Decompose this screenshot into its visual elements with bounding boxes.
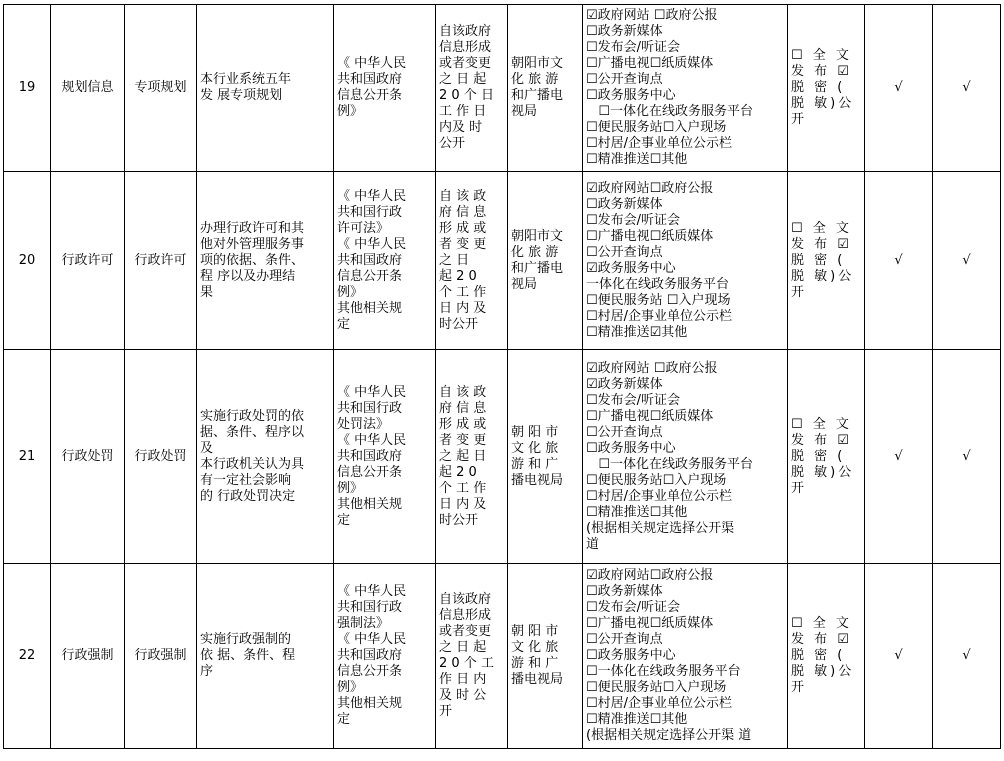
- row-number: [4, 5, 51, 172]
- basis-cell: [334, 5, 436, 172]
- channel-option-line: ☑政府网站☐政府公报: [586, 180, 714, 196]
- text-line: 播电视局: [511, 472, 564, 488]
- disclosure-table: [3, 4, 1001, 749]
- text-line: 游 和 广: [511, 456, 559, 472]
- channel-option-line: ☑政府网站☐政府公报: [586, 568, 714, 583]
- text-line: ☐ 全 文: [791, 416, 852, 432]
- category-cell: [51, 350, 125, 564]
- row-number-text: 20: [18, 252, 36, 268]
- subcategory-text: 行政处罚: [134, 448, 187, 464]
- table-body: [4, 5, 1001, 749]
- channel-option-line: ☐政务新媒体: [586, 24, 663, 39]
- text-line: 实施行政处罚的依: [200, 408, 305, 424]
- text-line: 本行政机关认为具: [200, 456, 305, 472]
- text-line: ☐ 全 文: [791, 220, 852, 236]
- text-line: 自该政府: [439, 24, 492, 39]
- checkmark-cell: [865, 350, 933, 564]
- channel-option-line: ☐广播电视☐纸质媒体: [586, 616, 714, 631]
- time-limit-cell: [436, 5, 508, 172]
- checkmark-cell: [933, 5, 1001, 172]
- channels-cell: [583, 350, 788, 564]
- text-line: 《 中华人民: [337, 188, 407, 204]
- row-number-text: 22: [18, 648, 36, 663]
- channel-option-line: ☑政府网站 ☐政府公报: [586, 8, 718, 23]
- text-line: 《 中华人民: [337, 584, 407, 599]
- text-line: 共和国政府: [337, 448, 403, 464]
- text-line: 自 该 政: [439, 384, 487, 400]
- text-line: 例》: [337, 284, 364, 300]
- channel-option-line: ☐精准推送☐其他: [586, 152, 688, 167]
- text-line: 化 旅 游: [511, 244, 559, 260]
- row-number: [4, 564, 51, 749]
- channel-option-line: ☐一体化在线政务服务平台: [586, 104, 754, 119]
- text-line: 信息公开条: [337, 464, 403, 480]
- text-line: 其他相关规: [337, 496, 403, 512]
- text-line: 之 日 起: [439, 72, 487, 87]
- channel-option-line: ☐政务新媒体: [586, 196, 663, 212]
- text-line: 办理行政许可和其: [200, 220, 305, 236]
- text-line: 时公开: [439, 512, 479, 528]
- text-line: 化 旅 游: [511, 72, 559, 87]
- checkmark-cell: [865, 564, 933, 749]
- text-line: 本行业系统五年: [200, 72, 292, 87]
- basis-cell: [334, 564, 436, 749]
- text-line: 其他相关规: [337, 696, 403, 711]
- category-cell: [51, 5, 125, 172]
- channel-option-line: ☐精准推送☐其他: [586, 504, 688, 520]
- text-line: ☐ 全 文: [791, 48, 852, 63]
- text-line: 《 中华人民: [337, 384, 407, 400]
- text-line: 他对外管理服务事: [200, 236, 305, 252]
- category-text: 行政处罚: [61, 448, 114, 464]
- checkmark-icon: √: [894, 80, 903, 95]
- text-line: 《 中华人民: [337, 56, 407, 71]
- text-line: 内及 时: [439, 120, 483, 135]
- text-line: 脱 敏)公: [791, 268, 855, 284]
- text-line: 文 化 旅: [511, 440, 559, 456]
- text-line: 府 信 息: [439, 400, 487, 416]
- text-line: 视局: [511, 276, 538, 292]
- channel-option-line: ☐政务服务中心: [586, 440, 676, 456]
- text-line: 共和国政府: [337, 72, 403, 87]
- text-line: 共和国行政: [337, 204, 403, 220]
- channel-option-line: ☑政务服务中心: [586, 260, 676, 276]
- checkmark-icon: √: [894, 448, 903, 464]
- table-row: [4, 5, 1001, 172]
- text-line: 项的依据、条件、: [200, 252, 305, 268]
- subcategory-text: 行政强制: [134, 648, 187, 663]
- channel-option-line: ☐发布会/听证会: [586, 212, 681, 228]
- text-line: 果: [200, 284, 214, 300]
- subject-cell: [508, 5, 583, 172]
- subcategory-cell: [125, 350, 197, 564]
- table-row: [4, 564, 1001, 749]
- scope-cell: [197, 564, 334, 749]
- text-line: 发 布 ☑: [791, 632, 852, 647]
- subject-cell: [508, 350, 583, 564]
- channel-option-line: ☐便民服务站☐入户现场: [586, 680, 727, 695]
- text-line: 2 0 个 工: [439, 656, 494, 671]
- table-row: [4, 350, 1001, 564]
- channel-option-line: 道: [586, 536, 600, 552]
- text-line: 开: [791, 112, 808, 127]
- category-text: 行政许可: [61, 252, 114, 268]
- checkmark-cell: [865, 172, 933, 350]
- table-row: [4, 172, 1001, 350]
- public-method-cell: [788, 350, 865, 564]
- text-line: 开: [791, 284, 808, 300]
- text-line: 日 内 及: [439, 300, 487, 316]
- text-line: 定: [337, 512, 351, 528]
- subcategory-text: 行政许可: [134, 252, 187, 268]
- channel-option-line: ☐广播电视☐纸质媒体: [586, 56, 714, 71]
- text-line: 朝阳市文: [511, 228, 564, 244]
- text-line: 例》: [337, 680, 364, 695]
- text-line: 定: [337, 712, 351, 727]
- channel-option-line: ☐公开查询点: [586, 244, 663, 260]
- checkmark-icon: √: [894, 648, 903, 663]
- text-line: 例》: [337, 480, 364, 496]
- text-line: 自该政府: [439, 592, 492, 607]
- text-line: 发 布 ☑: [791, 236, 852, 252]
- channel-option-line: ☐村居/企事业单位公示栏: [586, 488, 733, 504]
- channel-option-line: ☐村居/企事业单位公示栏: [586, 696, 733, 711]
- subcategory-cell: [125, 172, 197, 350]
- checkmark-icon: √: [962, 448, 971, 464]
- channel-option-line: (根据相关规定选择公开渠 道: [586, 728, 752, 743]
- checkmark-cell: [933, 564, 1001, 749]
- text-line: 的 行政处罚决定: [200, 488, 296, 504]
- text-line: 朝阳市文: [511, 56, 564, 71]
- time-limit-cell: [436, 350, 508, 564]
- channel-option-line: ☐发布会/听证会: [586, 392, 681, 408]
- text-line: 或者变更: [439, 56, 492, 71]
- text-line: 起 2 0: [439, 268, 477, 284]
- text-line: 脱 敏)公: [791, 664, 855, 679]
- channel-option-line: ☐精准推送☐其他: [586, 712, 688, 727]
- channel-option-line: ☐村居/企事业单位公示栏: [586, 308, 733, 324]
- channel-option-line: ☐精准推送☑其他: [586, 324, 688, 340]
- basis-cell: [334, 350, 436, 564]
- text-line: 开: [439, 704, 453, 719]
- text-line: 文 化 旅: [511, 640, 559, 655]
- text-line: 例》: [337, 104, 364, 119]
- text-line: 脱 密 (: [791, 448, 846, 464]
- public-method-cell: [788, 564, 865, 749]
- text-line: 之 日 起: [439, 640, 487, 655]
- row-number: [4, 172, 51, 350]
- time-limit-cell: [436, 172, 508, 350]
- text-line: 强制法》: [337, 616, 390, 631]
- channel-option-line: ☐公开查询点: [586, 632, 663, 647]
- text-line: 有一定社会影响: [200, 472, 292, 488]
- subcategory-text: 专项规划: [134, 80, 187, 95]
- subcategory-cell: [125, 5, 197, 172]
- channel-option-line: ☐便民服务站 ☐入户现场: [586, 292, 731, 308]
- channel-option-line: ☐便民服务站☐入户现场: [586, 472, 727, 488]
- text-line: 发 展专项规划: [200, 88, 283, 103]
- text-line: 和广播电: [511, 88, 564, 103]
- text-line: 播电视局: [511, 672, 564, 687]
- channel-option-line: ☐政务服务中心: [586, 648, 676, 663]
- text-line: 自 该 政: [439, 188, 487, 204]
- text-line: 《 中华人民: [337, 432, 407, 448]
- text-line: 脱 密 (: [791, 252, 846, 268]
- text-line: 形 成 或: [439, 220, 487, 236]
- channel-option-line: ☐公开查询点: [586, 424, 663, 440]
- time-limit-cell: [436, 564, 508, 749]
- subject-cell: [508, 564, 583, 749]
- text-line: 时公开: [439, 316, 479, 332]
- row-number-text: 21: [18, 448, 36, 464]
- text-line: 脱 敏)公: [791, 96, 855, 111]
- scope-cell: [197, 172, 334, 350]
- checkmark-cell: [933, 350, 1001, 564]
- text-line: 处罚法》: [337, 416, 390, 432]
- text-line: 信息形成: [439, 608, 492, 623]
- channel-option-line: ☐发布会/听证会: [586, 600, 681, 615]
- text-line: 作 日 内: [439, 672, 487, 687]
- text-line: 及: [200, 440, 214, 456]
- text-line: 朝 阳 市: [511, 424, 559, 440]
- channel-option-line: ☑政务新媒体: [586, 376, 663, 392]
- row-number: [4, 350, 51, 564]
- public-method-cell: [788, 172, 865, 350]
- channel-option-line: ☐便民服务站☐入户现场: [586, 120, 727, 135]
- text-line: 起 2 0: [439, 464, 477, 480]
- checkmark-icon: √: [962, 80, 971, 95]
- text-line: 及 时 公: [439, 688, 487, 703]
- text-line: 2 0 个 日: [439, 88, 494, 103]
- text-line: 视局: [511, 104, 538, 119]
- text-line: 许可法》: [337, 220, 390, 236]
- text-line: 或者变更: [439, 624, 492, 639]
- channels-cell: [583, 564, 788, 749]
- text-line: 朝 阳 市: [511, 624, 559, 639]
- text-line: 开: [791, 480, 808, 496]
- scope-cell: [197, 350, 334, 564]
- text-line: 《 中华人民: [337, 632, 407, 647]
- channel-option-line: ☐广播电视☐纸质媒体: [586, 228, 714, 244]
- channel-option-line: ☐发布会/听证会: [586, 40, 681, 55]
- channel-option-line: 一体化在线政务服务平台: [586, 276, 730, 292]
- checkmark-cell: [933, 172, 1001, 350]
- text-line: 定: [337, 316, 351, 332]
- public-method-cell: [788, 5, 865, 172]
- channel-option-line: ☐村居/企事业单位公示栏: [586, 136, 733, 151]
- channel-option-line: ☐广播电视☐纸质媒体: [586, 408, 714, 424]
- category-cell: [51, 564, 125, 749]
- text-line: 日 内 及: [439, 496, 487, 512]
- text-line: 之 日: [439, 252, 470, 268]
- text-line: 共和国行政: [337, 600, 403, 615]
- text-line: 《 中华人民: [337, 236, 407, 252]
- basis-cell: [334, 172, 436, 350]
- text-line: 者 变 更: [439, 432, 487, 448]
- text-line: 发 布 ☑: [791, 432, 852, 448]
- text-line: 序: [200, 664, 214, 679]
- scope-cell: [197, 5, 334, 172]
- checkmark-icon: √: [894, 252, 903, 268]
- text-line: 信息形成: [439, 40, 492, 55]
- channel-option-line: ☐一体化在线政务服务平台: [586, 664, 741, 679]
- text-line: 实施行政强制的: [200, 632, 292, 647]
- text-line: 信息公开条: [337, 268, 403, 284]
- text-line: 个 工 作: [439, 284, 487, 300]
- text-line: 据、条件、程序以: [200, 424, 305, 440]
- text-line: 共和国政府: [337, 252, 403, 268]
- channels-cell: [583, 172, 788, 350]
- channel-option-line: (根据相关规定选择公开渠: [586, 520, 735, 536]
- text-line: ☐ 全 文: [791, 616, 852, 631]
- text-line: 和广播电: [511, 260, 564, 276]
- category-text: 规划信息: [61, 80, 114, 95]
- text-line: 发 布 ☑: [791, 64, 852, 79]
- channels-cell: [583, 5, 788, 172]
- text-line: 信息公开条: [337, 88, 403, 103]
- channel-option-line: ☐政务服务中心: [586, 88, 676, 103]
- text-line: 脱 密 (: [791, 648, 846, 663]
- text-line: 脱 密 (: [791, 80, 846, 95]
- channel-option-line: ☐政务新媒体: [586, 584, 663, 599]
- text-line: 公开: [439, 136, 466, 151]
- text-line: 之 起 日: [439, 448, 487, 464]
- text-line: 共和国政府: [337, 648, 403, 663]
- text-line: 程 序以及办理结: [200, 268, 296, 284]
- text-line: 游 和 广: [511, 656, 559, 671]
- channel-option-line: ☐公开查询点: [586, 72, 663, 87]
- category-cell: [51, 172, 125, 350]
- text-line: 形 成 或: [439, 416, 487, 432]
- row-number-text: 19: [18, 80, 36, 95]
- subject-cell: [508, 172, 583, 350]
- text-line: 脱 敏)公: [791, 464, 855, 480]
- channel-option-line: ☑政府网站 ☐政府公报: [586, 360, 718, 376]
- text-line: 开: [791, 680, 808, 695]
- text-line: 工 作 日: [439, 104, 487, 119]
- checkmark-icon: √: [962, 648, 971, 663]
- category-text: 行政强制: [61, 648, 114, 663]
- checkmark-icon: √: [962, 252, 971, 268]
- channel-option-line: ☐一体化在线政务服务平台: [586, 456, 754, 472]
- text-line: 者 变 更: [439, 236, 487, 252]
- text-line: 依 据、条件、程: [200, 648, 296, 663]
- text-line: 信息公开条: [337, 664, 403, 679]
- text-line: 府 信 息: [439, 204, 487, 220]
- text-line: 其他相关规: [337, 300, 403, 316]
- subcategory-cell: [125, 564, 197, 749]
- text-line: 个 工 作: [439, 480, 487, 496]
- checkmark-cell: [865, 5, 933, 172]
- text-line: 共和国行政: [337, 400, 403, 416]
